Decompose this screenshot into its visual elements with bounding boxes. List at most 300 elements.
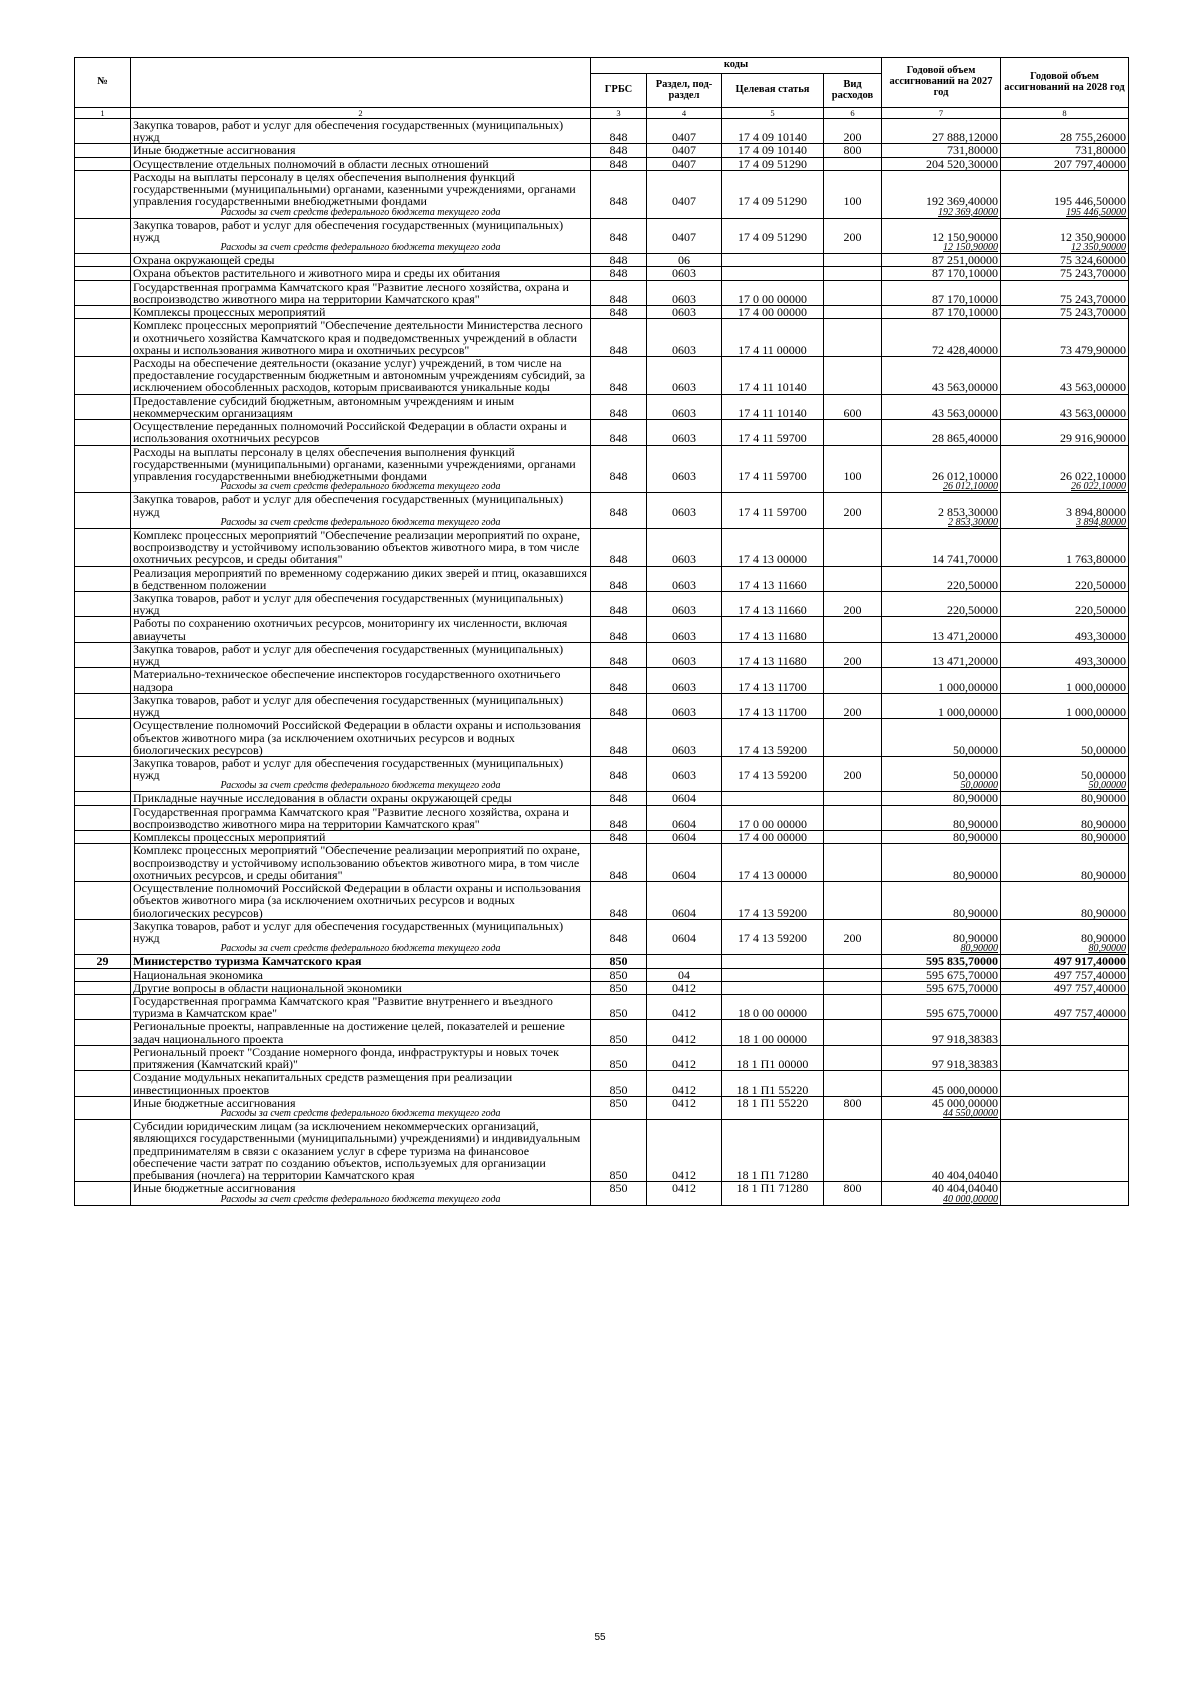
row-target: 17 4 13 11700 <box>722 668 824 693</box>
row-section: 0603 <box>647 757 722 782</box>
table-row <box>75 617 1129 642</box>
row-amount-2028: 50,00000 <box>1001 781 1129 792</box>
row-target: 17 4 11 10140 <box>722 394 824 419</box>
row-kind: 200 <box>824 119 882 144</box>
row-name: Расходы за счет средств федерального бюджета текущего года <box>131 1195 591 1206</box>
row-amount-2028: 80,90000 <box>1001 805 1129 830</box>
row-section: 0407 <box>647 144 722 157</box>
row-amount-2027: 595 675,70000 <box>882 995 1001 1020</box>
row-grbs <box>591 1109 647 1120</box>
row-amount-2027: 80,90000 <box>882 831 1001 844</box>
row-amount-2027: 220,50000 <box>882 591 1001 616</box>
row-number <box>75 617 131 642</box>
row-target: 17 4 13 11680 <box>722 642 824 667</box>
row-grbs: 848 <box>591 218 647 243</box>
header-grbs: ГРБС <box>591 74 647 108</box>
row-target: 17 4 13 11660 <box>722 566 824 591</box>
row-section: 0412 <box>647 981 722 994</box>
row-kind: 100 <box>824 445 882 482</box>
budget-sheet <box>74 57 1128 1206</box>
row-target: 17 4 13 00000 <box>722 528 824 566</box>
budget-table <box>74 57 1129 1206</box>
row-target <box>722 267 824 280</box>
row-section: 0603 <box>647 719 722 757</box>
row-section: 0603 <box>647 420 722 445</box>
row-kind <box>824 356 882 394</box>
row-section: 0412 <box>647 1120 722 1182</box>
header-2028: Годовой объем ассигнований на 2028 год <box>1001 58 1129 108</box>
row-kind <box>824 805 882 830</box>
row-kind <box>824 995 882 1020</box>
row-grbs: 850 <box>591 1182 647 1195</box>
row-name: Закупка товаров, работ и услуг для обеспечения государственных (муниципальных) нужд <box>131 642 591 667</box>
row-section: 0603 <box>647 642 722 667</box>
row-section <box>647 781 722 792</box>
row-grbs: 848 <box>591 319 647 357</box>
header-target: Целевая статья <box>722 74 824 108</box>
row-amount-2028: 12 350,90000 <box>1001 243 1129 254</box>
row-kind <box>824 280 882 305</box>
row-target: 17 4 13 59200 <box>722 919 824 944</box>
row-grbs: 848 <box>591 919 647 944</box>
row-number <box>75 1071 131 1096</box>
row-kind <box>824 1071 882 1096</box>
row-section: 0603 <box>647 591 722 616</box>
row-amount-2027: 40 404,04040 <box>882 1120 1001 1182</box>
row-amount-2027: 13 471,20000 <box>882 642 1001 667</box>
row-section: 0603 <box>647 668 722 693</box>
row-amount-2027: 80,90000 <box>882 844 1001 882</box>
row-name: Комплексы процессных мероприятий <box>131 831 591 844</box>
row-kind <box>824 668 882 693</box>
row-kind <box>824 420 882 445</box>
row-grbs: 850 <box>591 955 647 968</box>
row-kind <box>824 208 882 219</box>
row-number <box>75 528 131 566</box>
row-kind <box>824 518 882 529</box>
row-kind <box>824 566 882 591</box>
row-section: 0603 <box>647 566 722 591</box>
row-target: 17 4 13 59200 <box>722 882 824 920</box>
row-amount-2027: 97 918,38383 <box>882 1045 1001 1070</box>
row-number <box>75 882 131 920</box>
row-name: Расходы за счет средств федерального бюджета текущего года <box>131 944 591 955</box>
row-grbs <box>591 781 647 792</box>
row-amount-2028 <box>1001 1020 1129 1045</box>
row-target <box>722 518 824 529</box>
row-kind: 100 <box>824 170 882 207</box>
row-amount-2028: 26 022,10000 <box>1001 482 1129 493</box>
row-amount-2028: 497 757,40000 <box>1001 995 1129 1020</box>
row-number <box>75 831 131 844</box>
row-section: 0412 <box>647 995 722 1020</box>
row-amount-2028 <box>1001 1071 1129 1096</box>
row-target <box>722 254 824 267</box>
row-section: 0412 <box>647 1020 722 1045</box>
row-number <box>75 995 131 1020</box>
header-codes: коды <box>591 58 882 74</box>
row-kind: 800 <box>824 1182 882 1195</box>
row-target: 17 4 13 11680 <box>722 617 824 642</box>
row-grbs <box>591 482 647 493</box>
col-number: 5 <box>722 108 824 119</box>
row-amount-2028: 1 000,00000 <box>1001 693 1129 718</box>
row-grbs: 848 <box>591 420 647 445</box>
row-section: 0412 <box>647 1096 722 1109</box>
table-row <box>75 995 1129 1020</box>
row-grbs: 848 <box>591 356 647 394</box>
row-name: Работы по сохранению охотничьих ресурсов, мониторингу их численности, включая авиаучеты <box>131 617 591 642</box>
row-name: Закупка товаров, работ и услуг для обеспечения государственных (муниципальных) нужд <box>131 919 591 944</box>
row-amount-2028: 1 763,80000 <box>1001 528 1129 566</box>
row-target: 18 1 П1 55220 <box>722 1096 824 1109</box>
row-kind <box>824 944 882 955</box>
federal-funds-row <box>75 944 1129 955</box>
row-number <box>75 1020 131 1045</box>
row-number <box>75 445 131 482</box>
table-row <box>75 591 1129 616</box>
federal-funds-row <box>75 781 1129 792</box>
row-target: 17 4 00 00000 <box>722 831 824 844</box>
col-number: 4 <box>647 108 722 119</box>
row-section: 0603 <box>647 617 722 642</box>
row-target <box>722 781 824 792</box>
table-row <box>75 668 1129 693</box>
row-amount-2028: 195 446,50000 <box>1001 170 1129 207</box>
row-amount-2027: 1 000,00000 <box>882 693 1001 718</box>
row-kind: 200 <box>824 919 882 944</box>
row-amount-2028: 29 916,90000 <box>1001 420 1129 445</box>
row-amount-2028 <box>1001 1120 1129 1182</box>
row-grbs: 848 <box>591 642 647 667</box>
row-amount-2027: 80,90000 <box>882 805 1001 830</box>
row-amount-2027: 80,90000 <box>882 792 1001 805</box>
row-kind: 200 <box>824 757 882 782</box>
row-target: 17 4 00 00000 <box>722 306 824 319</box>
row-target: 17 4 09 51290 <box>722 170 824 207</box>
table-row <box>75 267 1129 280</box>
row-target: 18 1 П1 00000 <box>722 1045 824 1070</box>
table-row <box>75 792 1129 805</box>
row-number <box>75 394 131 419</box>
federal-funds-row <box>75 243 1129 254</box>
row-number <box>75 319 131 357</box>
row-amount-2028: 75 324,60000 <box>1001 254 1129 267</box>
row-name: Иные бюджетные ассигнования <box>131 144 591 157</box>
row-number <box>75 157 131 170</box>
row-target <box>722 968 824 981</box>
row-grbs <box>591 208 647 219</box>
row-section: 0603 <box>647 528 722 566</box>
row-grbs <box>591 518 647 529</box>
table-row <box>75 757 1129 782</box>
row-number <box>75 280 131 305</box>
row-name: Другие вопросы в области национальной экономики <box>131 981 591 994</box>
row-grbs: 848 <box>591 719 647 757</box>
row-amount-2028: 26 022,10000 <box>1001 445 1129 482</box>
row-number <box>75 693 131 718</box>
row-number: 29 <box>75 955 131 968</box>
row-amount-2027: 204 520,30000 <box>882 157 1001 170</box>
row-grbs: 848 <box>591 280 647 305</box>
row-kind: 200 <box>824 493 882 518</box>
row-kind: 200 <box>824 642 882 667</box>
row-target: 17 4 09 10140 <box>722 144 824 157</box>
row-amount-2028: 497 917,40000 <box>1001 955 1129 968</box>
row-name: Закупка товаров, работ и услуг для обеспечения государственных (муниципальных) нужд <box>131 119 591 144</box>
row-number <box>75 642 131 667</box>
row-number <box>75 1120 131 1182</box>
row-amount-2027: 12 150,90000 <box>882 243 1001 254</box>
header-2027: Годовой объем ассигнований на 2027 год <box>882 58 1001 108</box>
row-kind: 200 <box>824 591 882 616</box>
table-row <box>75 394 1129 419</box>
row-amount-2027: 2 853,30000 <box>882 518 1001 529</box>
row-number <box>75 944 131 955</box>
row-name: Расходы за счет средств федерального бюджета текущего года <box>131 518 591 529</box>
row-number <box>75 482 131 493</box>
row-section <box>647 944 722 955</box>
row-number <box>75 668 131 693</box>
row-amount-2027: 595 675,70000 <box>882 981 1001 994</box>
row-amount-2027: 40 000,00000 <box>882 1195 1001 1206</box>
header-section: Раздел, под-раздел <box>647 74 722 108</box>
row-target: 18 1 П1 71280 <box>722 1120 824 1182</box>
row-target: 17 4 09 51290 <box>722 157 824 170</box>
col-number: 2 <box>131 108 591 119</box>
row-target: 18 0 00 00000 <box>722 995 824 1020</box>
row-number <box>75 1195 131 1206</box>
row-grbs: 848 <box>591 493 647 518</box>
row-amount-2027: 45 000,00000 <box>882 1096 1001 1109</box>
table-row <box>75 882 1129 920</box>
row-name: Расходы за счет средств федерального бюджета текущего года <box>131 1109 591 1120</box>
row-amount-2027: 97 918,38383 <box>882 1020 1001 1045</box>
table-row <box>75 1182 1129 1195</box>
row-section: 0603 <box>647 319 722 357</box>
row-number <box>75 591 131 616</box>
col-number: 1 <box>75 108 131 119</box>
row-number <box>75 267 131 280</box>
row-amount-2027: 72 428,40000 <box>882 319 1001 357</box>
row-grbs: 848 <box>591 306 647 319</box>
row-amount-2028: 50,00000 <box>1001 757 1129 782</box>
row-amount-2027: 44 550,00000 <box>882 1109 1001 1120</box>
row-amount-2028 <box>1001 1045 1129 1070</box>
row-target <box>722 208 824 219</box>
row-target: 17 4 13 59200 <box>722 719 824 757</box>
row-name: Региональный проект "Создание номерного фонда, инфраструктуры и новых точек притяжения (Камчатский край)" <box>131 1045 591 1070</box>
row-name: Расходы за счет средств федерального бюджета текущего года <box>131 482 591 493</box>
row-kind <box>824 267 882 280</box>
table-row <box>75 157 1129 170</box>
row-amount-2027: 1 000,00000 <box>882 668 1001 693</box>
row-target: 17 0 00 00000 <box>722 280 824 305</box>
row-number <box>75 919 131 944</box>
row-target <box>722 243 824 254</box>
row-number <box>75 981 131 994</box>
row-amount-2027: 2 853,30000 <box>882 493 1001 518</box>
column-number-row <box>75 108 1129 119</box>
table-row <box>75 981 1129 994</box>
row-section <box>647 518 722 529</box>
row-section <box>647 482 722 493</box>
table-row <box>75 805 1129 830</box>
row-section <box>647 243 722 254</box>
row-kind <box>824 968 882 981</box>
row-amount-2027: 595 835,70000 <box>882 955 1001 968</box>
row-section: 06 <box>647 254 722 267</box>
row-grbs: 850 <box>591 1045 647 1070</box>
row-name: Охрана объектов растительного и животного мира и среды их обитания <box>131 267 591 280</box>
row-section: 0604 <box>647 882 722 920</box>
row-kind <box>824 882 882 920</box>
row-amount-2028: 80,90000 <box>1001 919 1129 944</box>
table-row <box>75 254 1129 267</box>
row-target: 17 4 13 00000 <box>722 844 824 882</box>
row-number <box>75 757 131 782</box>
table-row <box>75 493 1129 518</box>
row-target: 18 1 П1 55220 <box>722 1071 824 1096</box>
row-target: 17 4 09 51290 <box>722 218 824 243</box>
row-kind <box>824 792 882 805</box>
row-name: Охрана окружающей среды <box>131 254 591 267</box>
row-kind <box>824 831 882 844</box>
table-row <box>75 356 1129 394</box>
row-number <box>75 243 131 254</box>
row-number <box>75 170 131 207</box>
table-row <box>75 844 1129 882</box>
row-target <box>722 1109 824 1120</box>
row-number <box>75 1109 131 1120</box>
row-section: 0603 <box>647 693 722 718</box>
row-grbs: 850 <box>591 981 647 994</box>
table-row <box>75 1096 1129 1109</box>
table-row <box>75 420 1129 445</box>
row-target: 17 4 11 00000 <box>722 319 824 357</box>
row-name: Расходы на выплаты персоналу в целях обеспечения выполнения функций государственными (муниципальными) органами, казенными учреждениями, органами управления государственными внебюджетными фондами <box>131 170 591 207</box>
row-number <box>75 144 131 157</box>
row-name: Иные бюджетные ассигнования <box>131 1096 591 1109</box>
row-grbs <box>591 1195 647 1206</box>
table-row <box>75 831 1129 844</box>
row-name: Иные бюджетные ассигнования <box>131 1182 591 1195</box>
row-number <box>75 254 131 267</box>
row-name: Прикладные научные исследования в области охраны окружающей среды <box>131 792 591 805</box>
row-number <box>75 208 131 219</box>
row-grbs: 850 <box>591 968 647 981</box>
row-amount-2028: 195 446,50000 <box>1001 208 1129 219</box>
row-target <box>722 792 824 805</box>
row-amount-2027: 50,00000 <box>882 781 1001 792</box>
table-row <box>75 693 1129 718</box>
table-row <box>75 306 1129 319</box>
row-section: 0412 <box>647 1071 722 1096</box>
row-number <box>75 805 131 830</box>
row-number <box>75 518 131 529</box>
col-number: 8 <box>1001 108 1129 119</box>
row-amount-2027: 40 404,04040 <box>882 1182 1001 1195</box>
row-number <box>75 493 131 518</box>
row-target <box>722 944 824 955</box>
row-target: 17 4 13 59200 <box>722 757 824 782</box>
row-name: Реализация мероприятий по временному содержанию диких зверей и птиц, оказавшихся в бедственном положении <box>131 566 591 591</box>
row-number <box>75 420 131 445</box>
row-grbs: 850 <box>591 1020 647 1045</box>
row-grbs: 848 <box>591 792 647 805</box>
row-grbs: 848 <box>591 668 647 693</box>
row-number <box>75 218 131 243</box>
col-number: 3 <box>591 108 647 119</box>
table-header <box>75 58 1129 119</box>
row-amount-2028: 75 243,70000 <box>1001 267 1129 280</box>
row-grbs: 850 <box>591 1120 647 1182</box>
row-section: 0603 <box>647 445 722 482</box>
row-grbs <box>591 243 647 254</box>
row-section: 0603 <box>647 280 722 305</box>
row-number <box>75 792 131 805</box>
row-section <box>647 1195 722 1206</box>
row-amount-2027: 28 865,40000 <box>882 420 1001 445</box>
table-row <box>75 1045 1129 1070</box>
row-target <box>722 981 824 994</box>
row-kind <box>824 844 882 882</box>
row-amount-2028: 73 479,90000 <box>1001 319 1129 357</box>
row-amount-2028: 80,90000 <box>1001 792 1129 805</box>
row-target: 17 4 09 10140 <box>722 119 824 144</box>
row-amount-2027: 50,00000 <box>882 719 1001 757</box>
table-row <box>75 1120 1129 1182</box>
row-amount-2027: 87 170,10000 <box>882 306 1001 319</box>
row-kind <box>824 319 882 357</box>
row-name: Государственная программа Камчатского края "Развитие внутреннего и въездного туризма в Камчатском крае" <box>131 995 591 1020</box>
row-section: 0407 <box>647 119 722 144</box>
row-amount-2028: 12 350,90000 <box>1001 218 1129 243</box>
row-amount-2027: 13 471,20000 <box>882 617 1001 642</box>
row-section: 0604 <box>647 919 722 944</box>
row-amount-2027: 731,80000 <box>882 144 1001 157</box>
table-row <box>75 218 1129 243</box>
row-amount-2028: 497 757,40000 <box>1001 981 1129 994</box>
table-row <box>75 968 1129 981</box>
row-name: Государственная программа Камчатского края "Развитие лесного хозяйства, охрана и воспроизводство животного мира на территории Камчатского края" <box>131 280 591 305</box>
row-name: Расходы за счет средств федерального бюджета текущего года <box>131 243 591 254</box>
row-name: Осуществление полномочий Российской Федерации в области охраны и использования объектов животного мира (за исключением охотничьих ресурсов и водных биологических ресурсов) <box>131 719 591 757</box>
row-number <box>75 844 131 882</box>
table-row <box>75 445 1129 482</box>
row-kind <box>824 1045 882 1070</box>
row-section: 04 <box>647 968 722 981</box>
row-section: 0604 <box>647 805 722 830</box>
row-grbs: 848 <box>591 267 647 280</box>
row-section: 0407 <box>647 218 722 243</box>
row-grbs: 850 <box>591 1096 647 1109</box>
row-target: 17 4 11 59700 <box>722 420 824 445</box>
row-section: 0412 <box>647 1182 722 1195</box>
row-amount-2028: 80,90000 <box>1001 831 1129 844</box>
row-section <box>647 208 722 219</box>
row-section: 0412 <box>647 1045 722 1070</box>
row-amount-2027: 12 150,90000 <box>882 218 1001 243</box>
row-name: Осуществление полномочий Российской Федерации в области охраны и использования объектов животного мира (за исключением охотничьих ресурсов и водных биологических ресурсов) <box>131 882 591 920</box>
row-name: Комплекс процессных мероприятий "Обеспечение реализации мероприятий по охране, воспроизводству и устойчивому использованию объектов животного мира, в том числе охотничьих ресурсов, и среды обитания" <box>131 528 591 566</box>
row-target <box>722 955 824 968</box>
row-amount-2027: 595 675,70000 <box>882 968 1001 981</box>
row-amount-2028: 207 797,40000 <box>1001 157 1129 170</box>
row-section: 0603 <box>647 306 722 319</box>
row-number <box>75 968 131 981</box>
row-grbs: 850 <box>591 1071 647 1096</box>
